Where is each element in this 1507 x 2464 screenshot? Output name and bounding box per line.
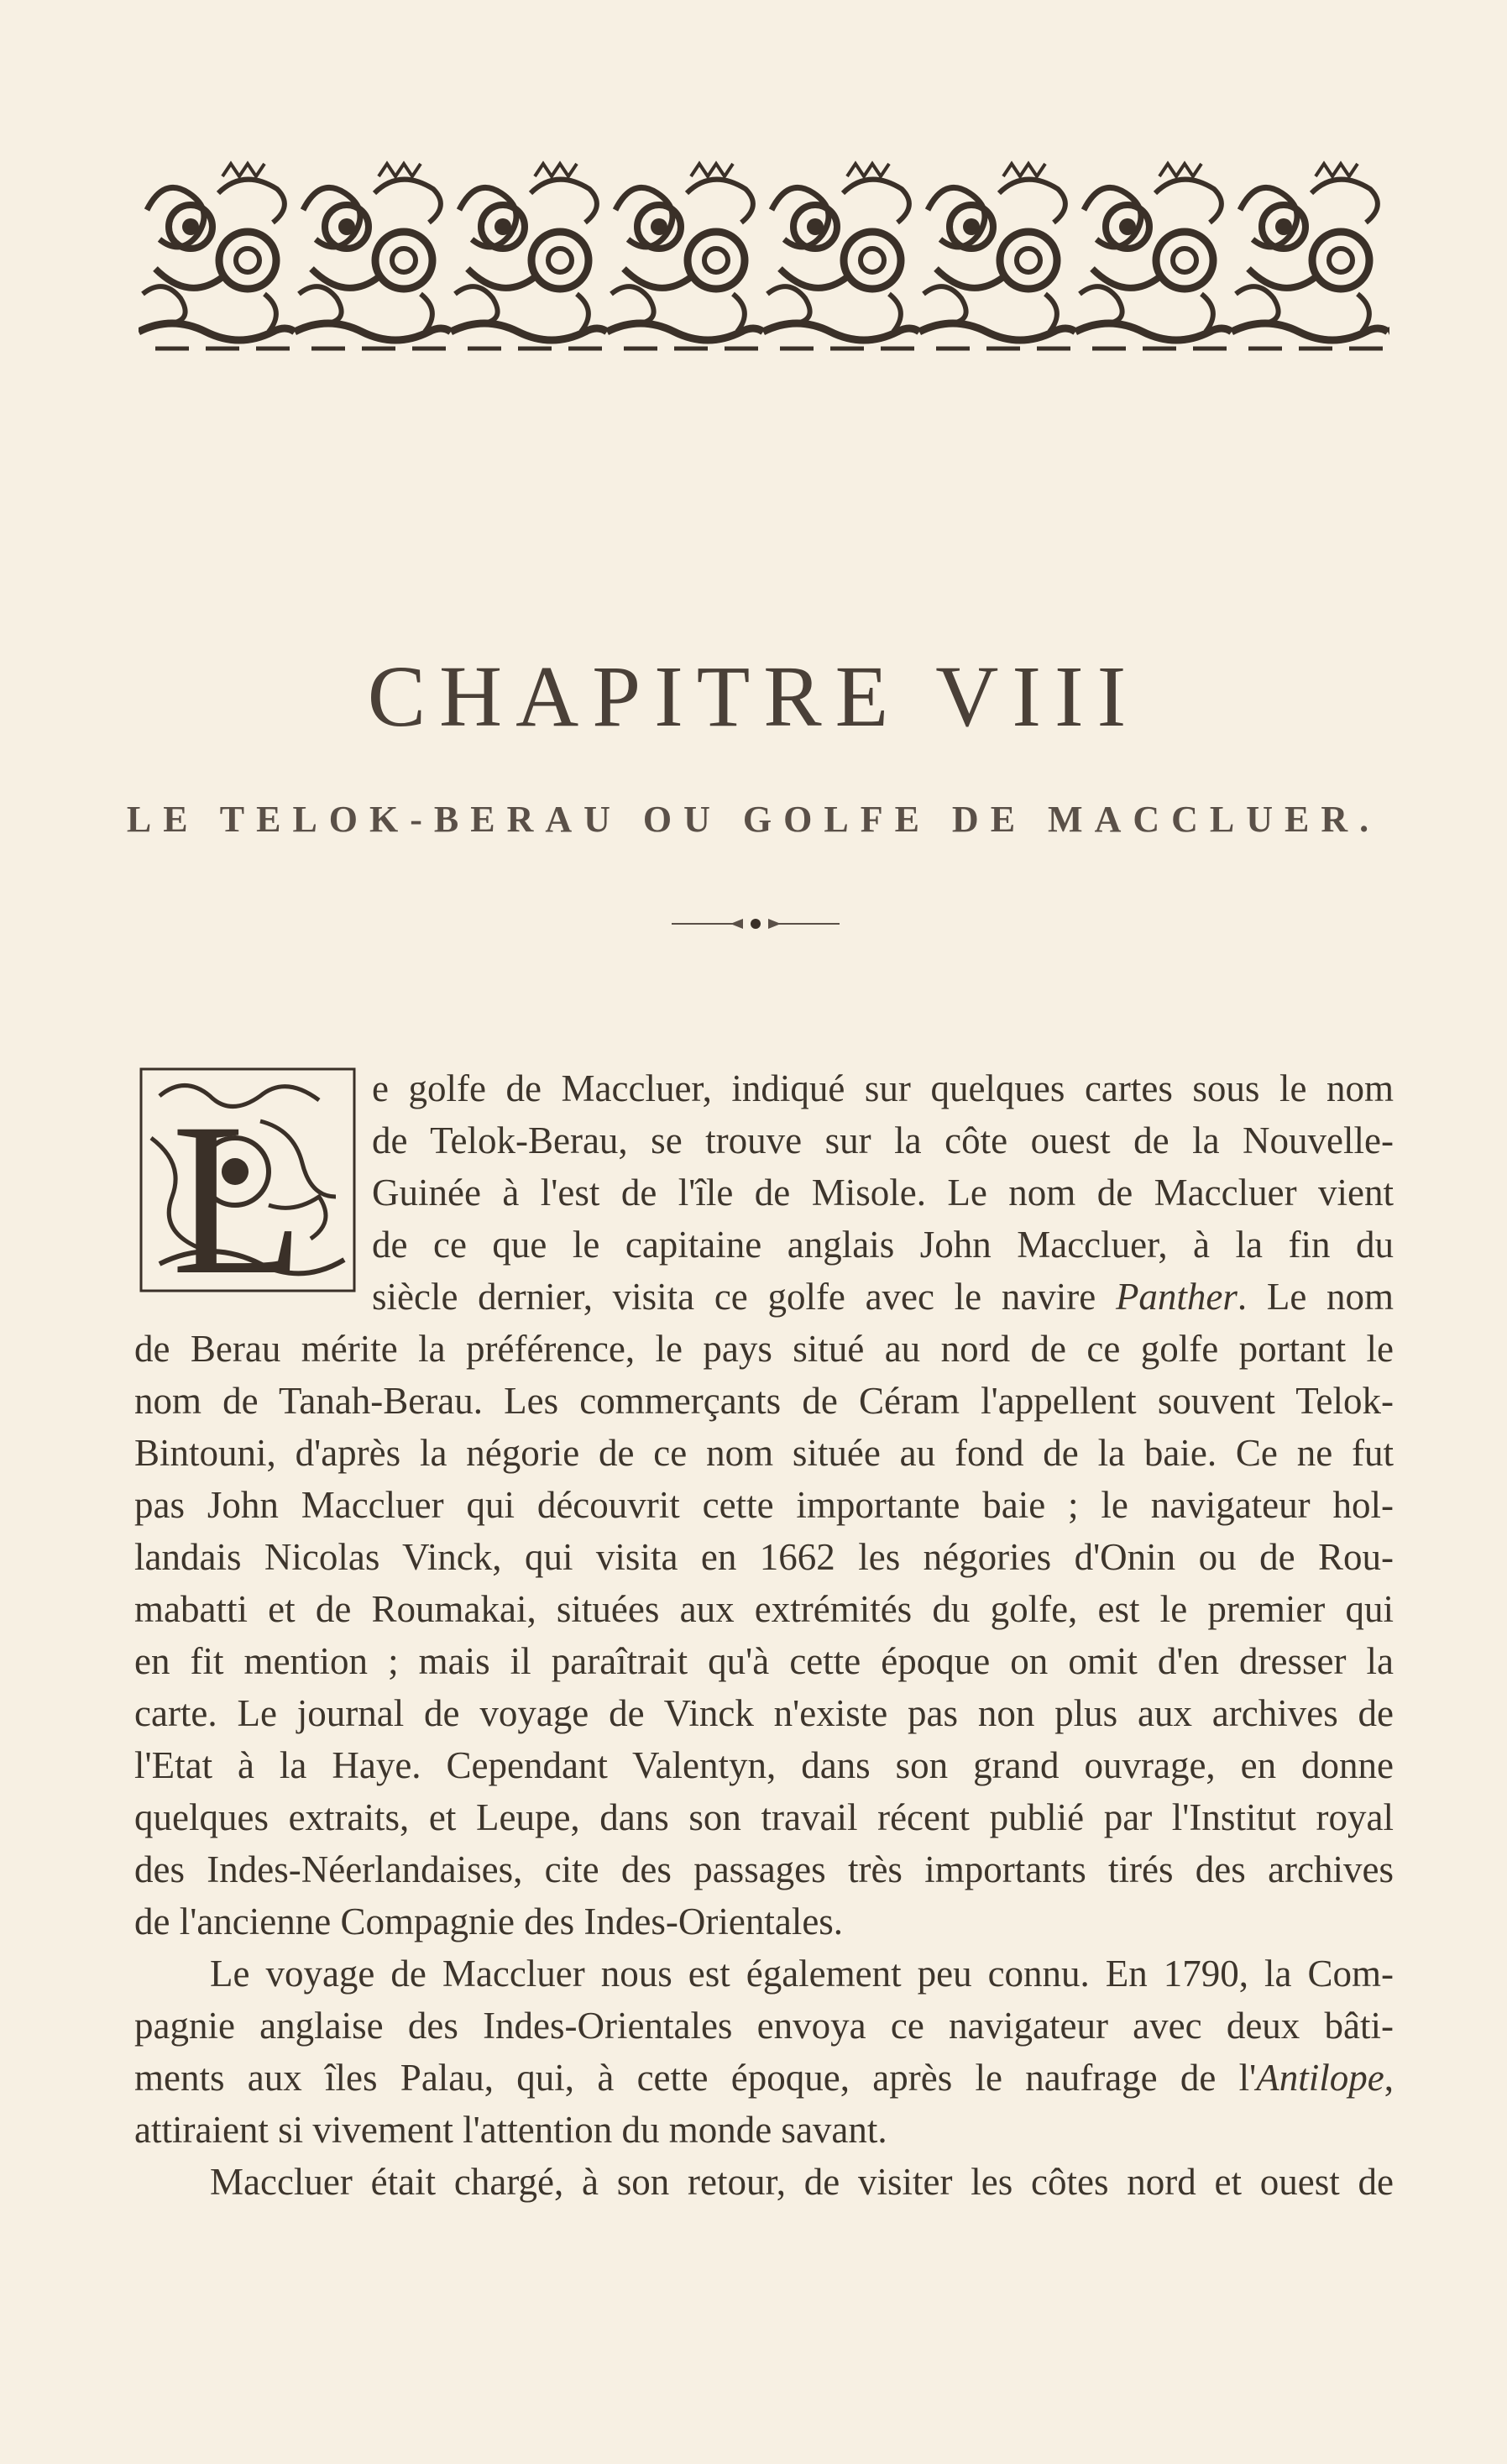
ornamental-divider: [672, 911, 840, 936]
header-ornament: [139, 160, 1389, 361]
text-line: de l'ancienne Compagnie des Indes-Orientales.: [134, 1900, 844, 1942]
ship-name: Panther: [1115, 1276, 1238, 1318]
text-line: de Telok-Berau, se trouve sur la côte ouest de la Nouvelle-: [372, 1119, 1394, 1161]
drop-cap: [134, 1062, 361, 1298]
text-line: Guinée à l'est de l'île de Misole. Le nom de Maccluer vient: [372, 1172, 1394, 1214]
chapter-title: CHAPITRE VIII: [367, 648, 1140, 745]
text-line: pas John Maccluer qui découvrit cette importante baie ; le navigateur hol-: [134, 1484, 1394, 1526]
text-line: en fit mention ; mais il paraîtrait qu'à cette époque on omit d'en dresser la: [134, 1640, 1394, 1682]
text-line: Maccluer était chargé, à son retour, de visiter les côtes nord et ouest de: [210, 2161, 1394, 2203]
text-line: carte. Le journal de voyage de Vinck n'existe pas non plus aux archives de: [134, 1692, 1394, 1734]
text-line: e golfe de Maccluer, indiqué sur quelques cartes sous le nom: [372, 1067, 1394, 1109]
chapter-subtitle: LE TELOK-BERAU OU GOLFE DE MACCLUER.: [126, 799, 1381, 840]
ship-name: Antilope: [1256, 2057, 1384, 2099]
text-line: des Indes-Néerlandaises, cite des passages très importants tirés des archives: [134, 1848, 1394, 1890]
drop-cap-letter: L: [171, 1078, 305, 1298]
text-line: Le voyage de Maccluer nous est également peu connu. En 1790, la Com-: [210, 1953, 1394, 1995]
text-line: nom de Tanah-Berau. Les commerçants de Céram l'appellent souvent Telok-: [134, 1380, 1394, 1422]
text-line: ments aux îles Palau, qui, à cette époque, après le naufrage de l'Antilope,: [134, 2057, 1394, 2099]
text-line: pagnie anglaise des Indes-Orientales envoya ce navigateur avec deux bâti-: [134, 2005, 1394, 2047]
text-line: attiraient si vivement l'attention du monde savant.: [134, 2109, 887, 2151]
text-line: quelques extraits, et Leupe, dans son travail récent publié par l'Institut royal: [134, 1796, 1394, 1838]
text-line: landais Nicolas Vinck, qui visita en 1662 les négories d'Onin ou de Rou-: [134, 1536, 1394, 1578]
text-line: Bintouni, d'après la négorie de ce nom située au fond de la baie. Ce ne fut: [134, 1432, 1394, 1474]
text-line: de ce que le capitaine anglais John Maccluer, à la fin du: [372, 1224, 1394, 1266]
text-line: siècle dernier, visita ce golfe avec le navire Panther. Le nom: [372, 1276, 1394, 1318]
text-line: l'Etat à la Haye. Cependant Valentyn, dans son grand ouvrage, en donne: [134, 1744, 1394, 1786]
text-line: mabatti et de Roumakai, situées aux extrémités du golfe, est le premier qui: [134, 1588, 1394, 1630]
text-line: de Berau mérite la préférence, le pays situé au nord de ce golfe portant le: [134, 1328, 1394, 1370]
